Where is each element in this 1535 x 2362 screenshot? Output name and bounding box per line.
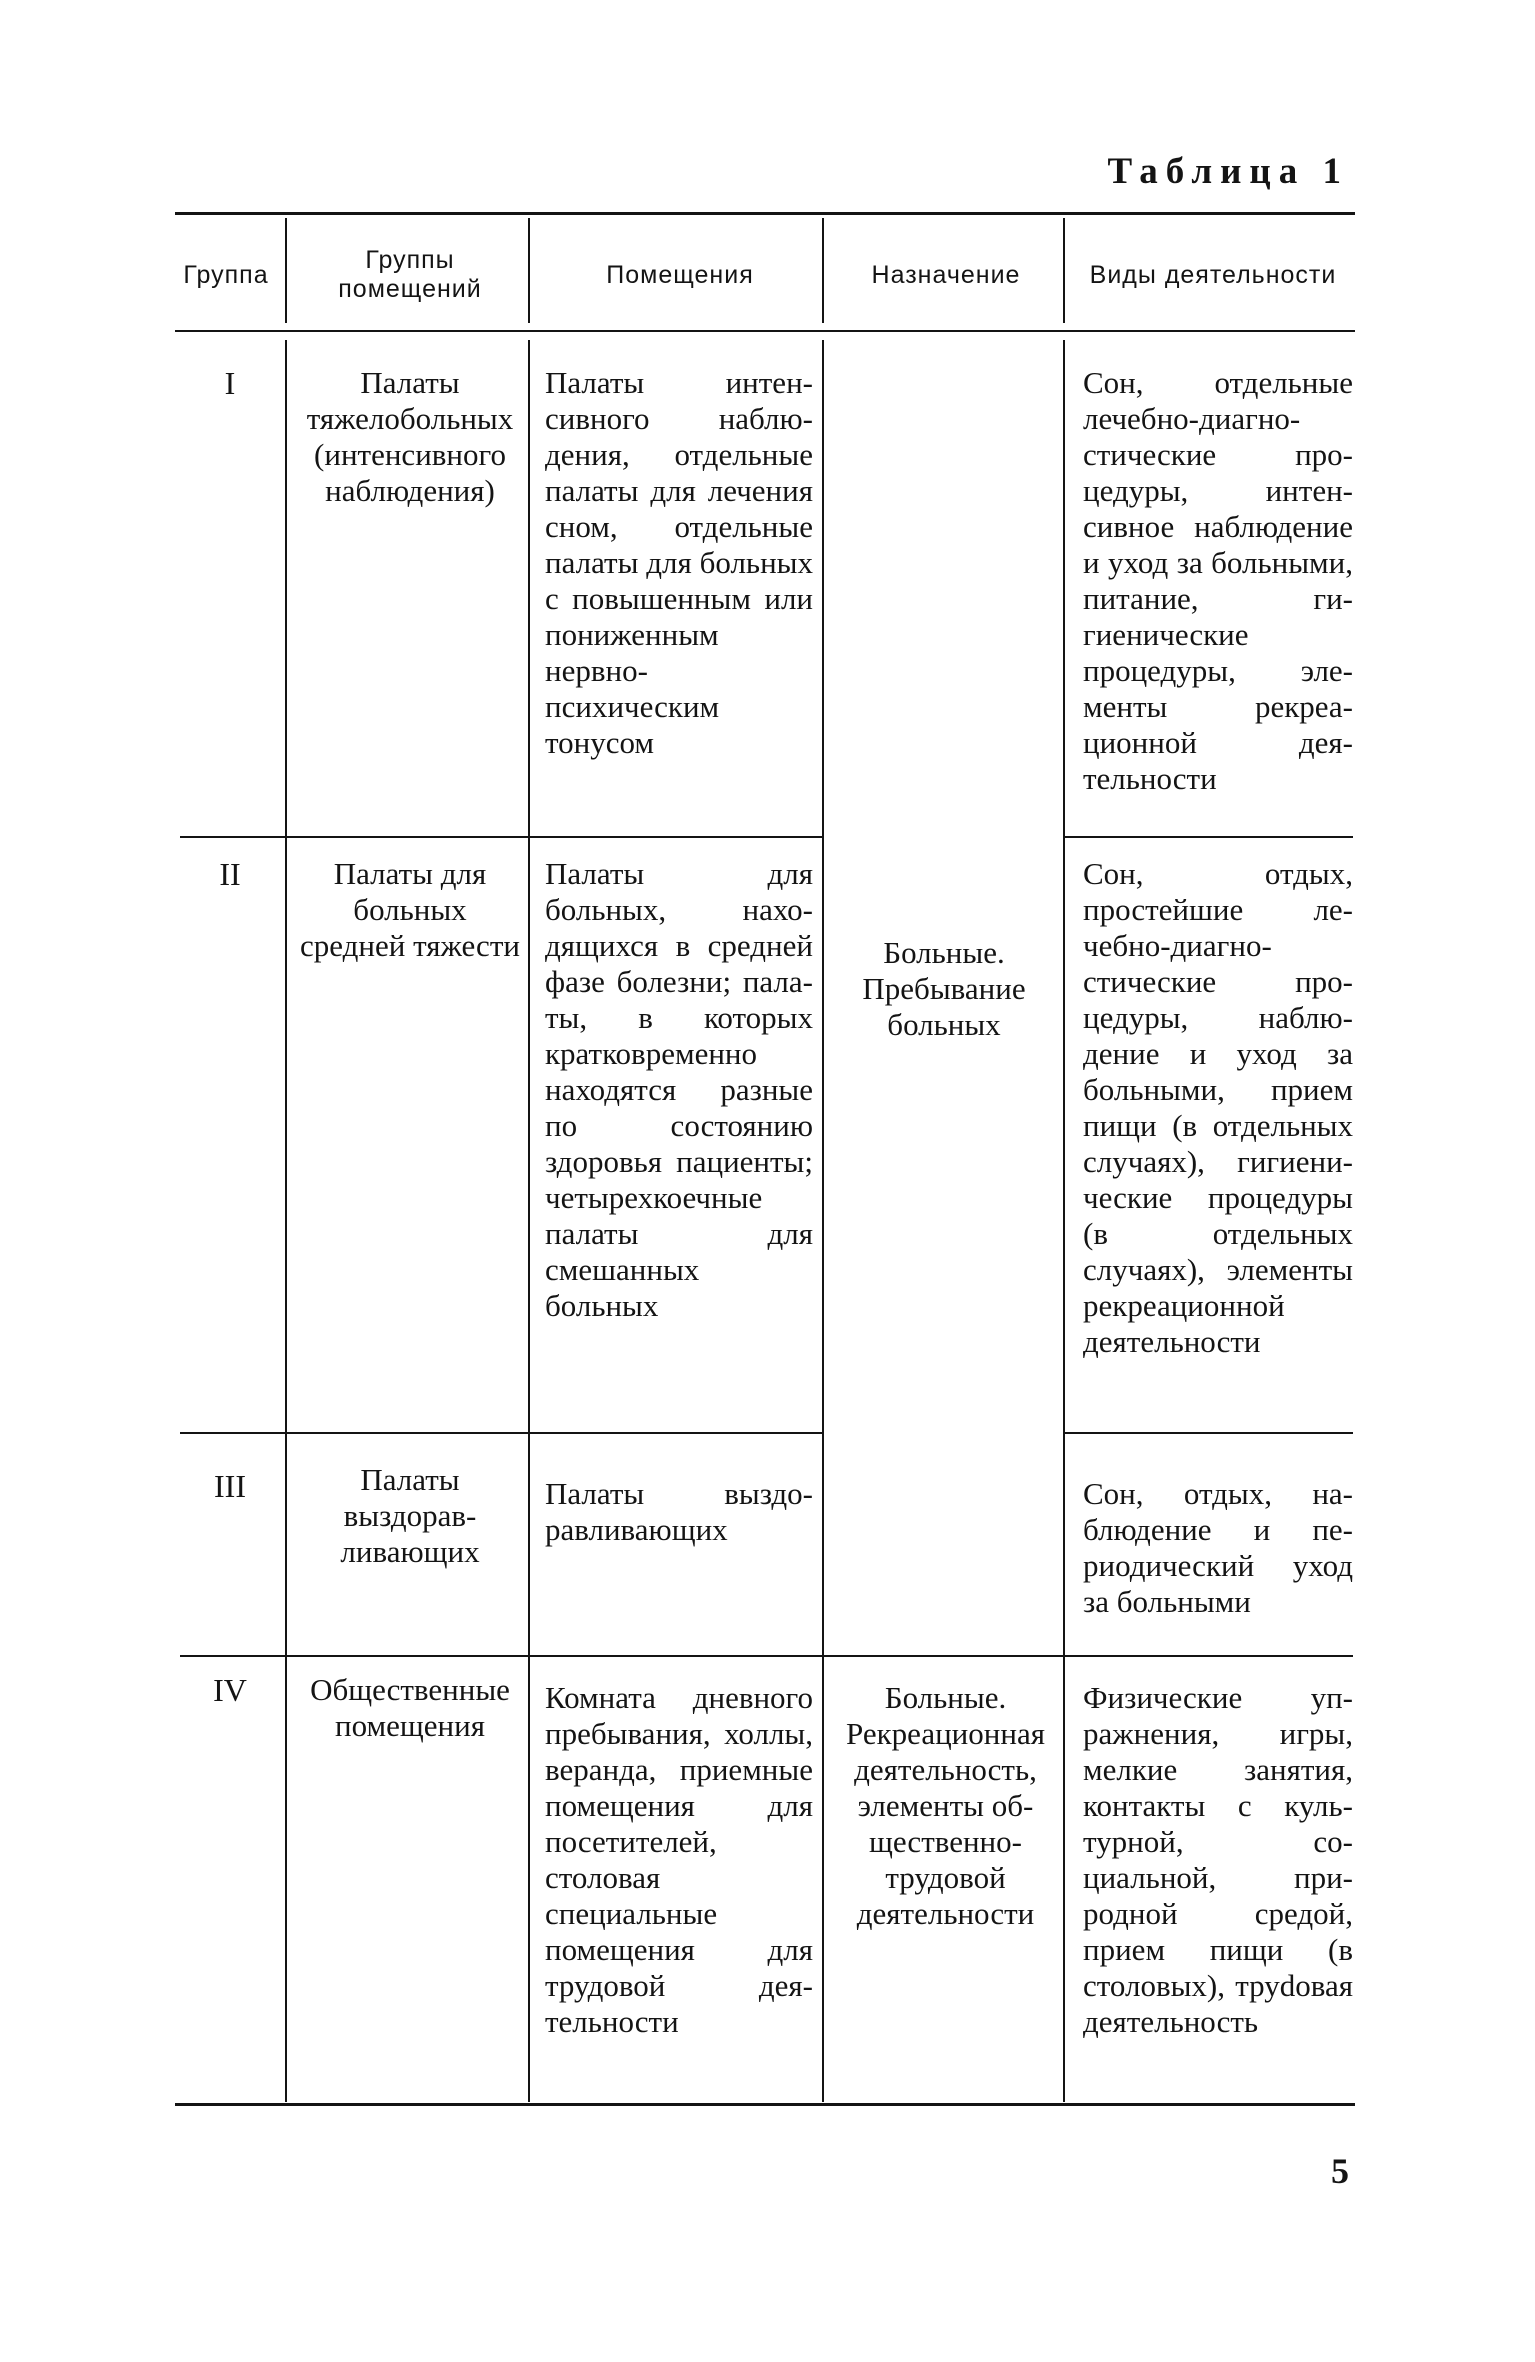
row3-rooms: Палаты выздоравливающих [545,1476,813,1547]
row2-rooms: Палаты для больных, находящихся в средней фазе болезни; палаты, в которых кратковременно находятся разные по состоянию здоровья пациенты; четырехкоечные палаты для смешанных больных [545,856,813,1323]
header-divider-2 [528,218,530,323]
row4-purpose: Больные. Рекреационная деятельность, элементы общественно-трудовой деятельности [846,1680,1045,1931]
row1-activities: Сон, отдельные лечебно-диагностические процедуры, интенсивное наблюдение и уход за больными, питание, гигиенические процедуры, элементы рекреационной деятельности [1083,365,1353,796]
row-separator-2b [1063,1432,1353,1434]
header-room-groups: Группы помещений [338,246,482,303]
row1-room-group: Палаты тяжелобольных (интенсивного наблюдения) [306,365,514,508]
header-divider-3 [822,218,824,323]
body-divider-2 [528,340,530,2102]
header-rooms: Помещения [606,260,754,289]
body-divider-4 [1063,340,1065,2102]
header-purpose: Назначение [871,260,1021,289]
row3-group: III [214,1468,246,1504]
row3-activities: Сон, отдых, наблюдение и периодический уход за больными [1083,1476,1353,1619]
header-bottom-rule [175,330,1355,332]
table-bottom-rule [175,2103,1355,2106]
row2-room-group: Палаты для больных средней тяжести [300,856,520,963]
table-title: Таблица 1 [1107,151,1349,192]
body-divider-3 [822,340,824,2102]
row1-rooms: Палаты интенсивного наблюдения, отдельные палаты для лечения сном, отдельные палаты для больных с повышенным или пониженным нервно-психическим тонусом [545,365,813,760]
row-separator-2a [180,1432,822,1434]
header-activities: Виды деятельности [1089,260,1337,289]
row4-activities: Физические упражнения, игры, мелкие занятия, контакты с культурной, социальной, природной средой, прием пищи (в столовых), труdовая деятельность [1083,1680,1353,2039]
row-separator-3 [180,1655,1353,1657]
row4-room-group: Общественные помещения [310,1672,510,1743]
row3-room-group: Палаты выздоравливающих [340,1462,480,1569]
table-top-rule [175,212,1355,215]
row2-activities: Сон, отдых, простейшие лечебно-диагностические процедуры, наблюдение и уход за больными, прием пищи (в отдельных случаях), гигиенические процедуры (в отдельных случаях), элементы рекреационной деятельности [1083,856,1353,1359]
page-number: 5 [1331,2151,1349,2191]
header-group: Группа [183,260,269,289]
body-divider-1 [285,340,287,2102]
row-separator-1a [180,836,822,838]
header-divider-4 [1063,218,1065,323]
purpose-rows-1-3: Больные. Пребывание больных [862,935,1026,1042]
row-separator-1b [1063,836,1353,838]
row1-group: I [224,365,236,401]
header-divider-1 [285,218,287,323]
row4-rooms: Комната дневного пребывания, холлы, веранда, приемные помещения для посетителей, столовая специальные помещения для трудовой деятельности [545,1680,813,2039]
row2-group: II [219,856,241,892]
row4-group: IV [213,1672,247,1708]
